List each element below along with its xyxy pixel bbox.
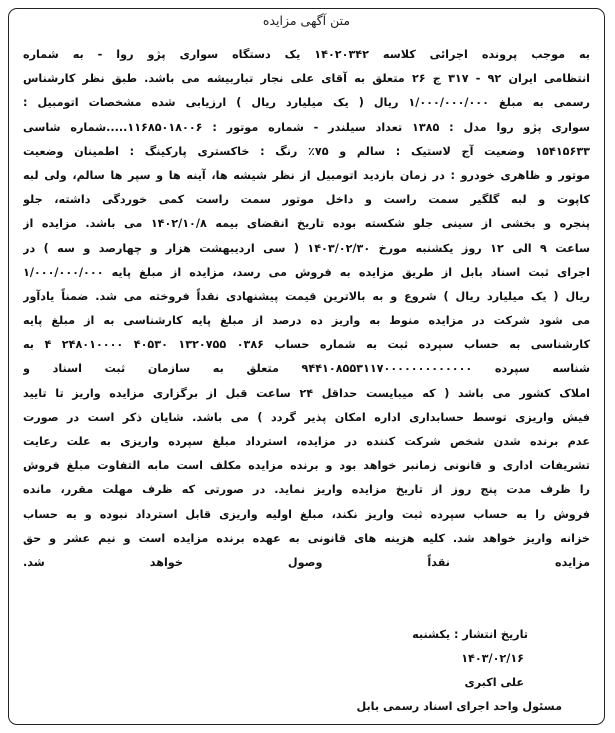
notice-body	[23, 43, 590, 575]
notice-title: متن آگهی مزایده	[262, 13, 351, 28]
body-line: شناسه سپرده ۹۴۴۱۰۸۵۵۳۱۱۷۰۰۰۰۰۰۰۰۰۰۰۰۰ متعلق به سازمان ثبت اسناد و	[23, 362, 590, 376]
body-line: مزایده نقداً وصول خواهد شد.	[23, 555, 590, 569]
body-line: فیش واریزی توسط حسابداری اداره امکان پذیر گردد ) می باشد. شایان ذکر است در صورت	[23, 410, 590, 424]
body-line: موتور و ظاهری خودرو : در زمان بازدید اتومبیل از نظر شیشه ها، آینه ها و سپر ها سالم، ولی لبه	[23, 168, 590, 182]
publish-date-label: تاریخ انتشار : یکشنبه	[412, 628, 528, 641]
auction-notice	[8, 8, 605, 725]
signer-title: مسئول واحد اجرای اسناد رسمی بابل	[356, 700, 562, 713]
body-line: به موجب پرونده اجرائی کلاسه ۱۴۰۲۰۳۴۲ یک دستگاه سواری پژو روا - به شماره	[23, 48, 590, 61]
body-line: انتظامی ایران ۹۲ - ۳۱۷ ج ۲۶ متعلق به آقای علی نجار تباربیشه می باشد. طبق نظر کارشناس	[23, 72, 590, 86]
notice-footer	[356, 623, 562, 719]
body-line: ساعت ۹ الی ۱۲ روز یکشنبه مورخ ۱۴۰۳/۰۲/۳۰ ( سی اردیبهشت هزار و چهارصد و سه ) در	[23, 241, 590, 255]
signer-name: علی اکبری	[464, 676, 524, 689]
body-line: فروش را به حساب سپرده ثبت واریز نکند، مبلغ اولیه واریزی قابل استرداد نبوده و به حساب	[23, 507, 590, 521]
body-line: عدم برنده شدن شخص شرکت کننده در مزایده، استرداد مبلغ سپرده واریزی به علت رعایت	[23, 435, 590, 448]
body-line: کاپوت و لبه گلگیر سمت راست و داخل موتور سمت راست کمی خوردگی داشته، جلو	[23, 193, 590, 207]
body-line: کارشناسی به حساب سپرده ثبت به شماره حساب ۰۳۸۶ ۱۳۲۰۷۵۵ ۴۰۵۳۰ ۲۴۸۰۱۰۰۰۰ ۴ به	[23, 338, 590, 352]
body-line: تشریفات اداری و قانونی زمانبر خواهد بود و برنده مزایده مکلف است مابه التفاوت مبلغ فروش	[23, 459, 590, 473]
body-line: سواری پژو روا مدل : ۱۳۸۵ تعداد سیلندر - شماره موتور : ۱۱۶۸۵۰۱۸۰۰۶.....شماره شاسی	[23, 120, 590, 134]
body-line: پنجره و بخشی از سینی جلو شکسته بوده تاریخ انقضای بیمه ۱۴۰۲/۱۰/۸ می باشد. مزایده از	[23, 217, 590, 231]
publish-date	[356, 623, 562, 647]
body-line: ریال ( یک میلیارد ریال ) شروع و به بالاترین قیمت پیشنهادی نقداً فروخته می شد. ضمناً یادآور	[23, 289, 590, 303]
publish-date-value: ۱۴۰۳/۰۲/۱۶	[461, 652, 524, 665]
body-line: را ظرف مدت پنج روز از تاریخ مزایده واریز نماید. در صورتی که ظرف مهلت مقرر، مانده	[23, 483, 590, 497]
body-line: اجرای ثبت اسناد بابل از طریق مزایده به فروش می رسد، مزایده از مبلغ پایه ۱/۰۰۰/۰۰۰/۰۰۰	[23, 265, 590, 279]
body-line: رسمی به مبلغ ۱/۰۰۰/۰۰۰/۰۰۰ ریال ( یک میلیارد ریال ) ارزیابی شده مشخصات اتومبیل :	[23, 96, 590, 110]
body-line: ۱۵۴۱۵۶۳۳ وضعیت آج لاستیک : سالم و ۷۵٪ رنگ : خاکستری پارکینگ : اطمینان وضعیت	[23, 144, 590, 158]
body-line: املاک کشور می باشد ( که میبایست حداقل ۲۴ ساعت قبل از برگزاری مزایده واریز تا تایید	[23, 386, 590, 400]
body-line: می شود شرکت در مزایده منوط به واریز ده درصد از مبلغ پایه کارشناسی به از مبلغ پایه	[23, 314, 590, 328]
body-line: خزانه واریز خواهد شد. کلیه هزینه های قانونی به عهده برنده مزایده است و نیم عشر و حق	[23, 531, 590, 545]
